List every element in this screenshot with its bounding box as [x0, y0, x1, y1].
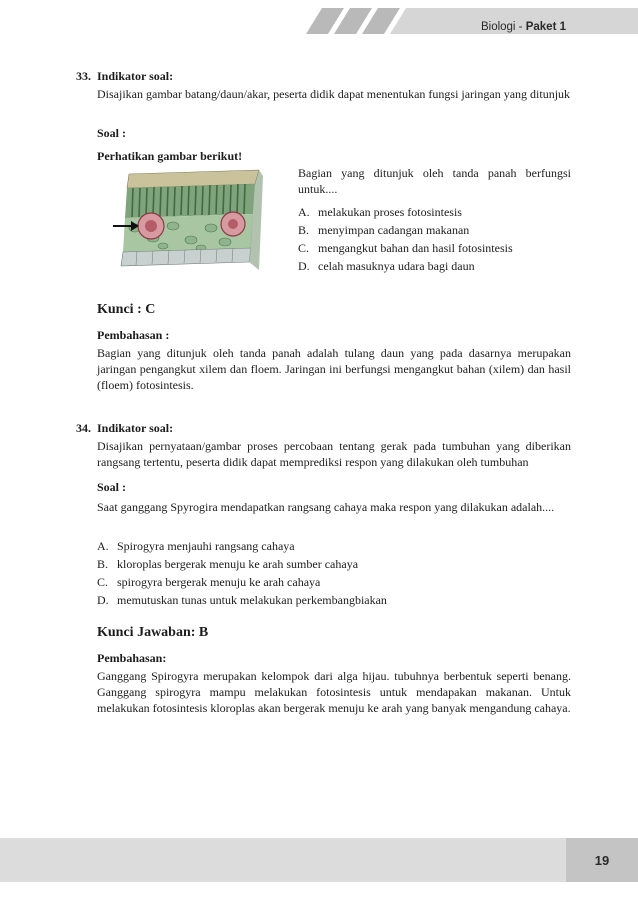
- option-b: B. menyimpan cadangan makanan: [298, 223, 470, 237]
- question-text: Bagian yang ditunjuk oleh tanda panah berfungsi untuk....: [298, 166, 571, 196]
- page-number: 19: [566, 838, 638, 882]
- option-a: A. Spirogyra menjauhi rangsang cahaya: [97, 539, 295, 553]
- indicator-text: Disajikan pernyataan/gambar proses percobaan tentang gerak pada tumbuhan yang diberikan rangsang tertentu, peserta didik dapat memprediksi respon yang dilakukan oleh tumbuhan: [97, 439, 571, 469]
- question-number: 33.: [76, 69, 91, 83]
- option-a: A. melakukan proses fotosintesis: [298, 205, 462, 219]
- instruction-text: Perhatikan gambar berikut!: [97, 149, 243, 163]
- discussion-label: Pembahasan :: [97, 328, 170, 342]
- soal-label: Soal :: [97, 126, 127, 140]
- footer-bar: [0, 838, 566, 882]
- soal-label: Soal :: [97, 480, 127, 494]
- answer-key: Kunci Jawaban: B: [97, 625, 209, 640]
- indicator-text: Disajikan gambar batang/daun/akar, peserta didik dapat menentukan fungsi jaringan yang ditunjuk: [97, 87, 571, 101]
- header-stripes-decoration: [300, 8, 638, 34]
- option-d: D. celah masuknya udara bagi daun: [298, 259, 475, 273]
- vascular-bundle-right: [221, 212, 245, 236]
- option-c: C. spirogyra bergerak menuju ke arah cahaya: [97, 575, 321, 589]
- question-number: 34.: [76, 421, 91, 435]
- discussion-text: Ganggang Spirogyra merupakan kelompok dari alga hijau. tubuhnya berbentuk seperti benang. Ganggang spirogyra mampu melakukan fotosintesis untuk mendapakan makanan. Untuk melakukan fotosintesis kloroplas akan bergerak menuju ke arah yang banyak mengandung cahaya.: [97, 669, 571, 715]
- header-title: Biologi - Paket 1: [480, 21, 566, 33]
- indicator-label: Indikator soal:: [97, 69, 174, 83]
- question-text: Saat ganggang Spyrogira mendapatkan rangsang cahaya maka respon yang dilakukan adalah....: [97, 500, 555, 514]
- answer-key: Kunci : C: [97, 302, 156, 317]
- discussion-text: Bagian yang ditunjuk oleh tanda panah adalah tulang daun yang pada dasarnya merupakan jaringan pengangkut xilem dan floem. Jaringan ini berfungsi mengangkut bahan (xilem) dan hasil (floem) fotosintesis.: [97, 346, 571, 392]
- leaf-cross-section-image: [113, 166, 263, 278]
- option-b: B. kloroplas bergerak menuju ke arah sumber cahaya: [97, 557, 359, 571]
- indicator-label: Indikator soal:: [97, 421, 174, 435]
- discussion-label: Pembahasan:: [97, 651, 167, 665]
- page-header: [300, 8, 638, 34]
- option-c: C. mengangkut bahan dan hasil fotosintesis: [298, 241, 513, 255]
- vascular-bundle-left: [138, 213, 164, 239]
- option-d: D. memutuskan tunas untuk melakukan perkembangbiakan: [97, 593, 387, 607]
